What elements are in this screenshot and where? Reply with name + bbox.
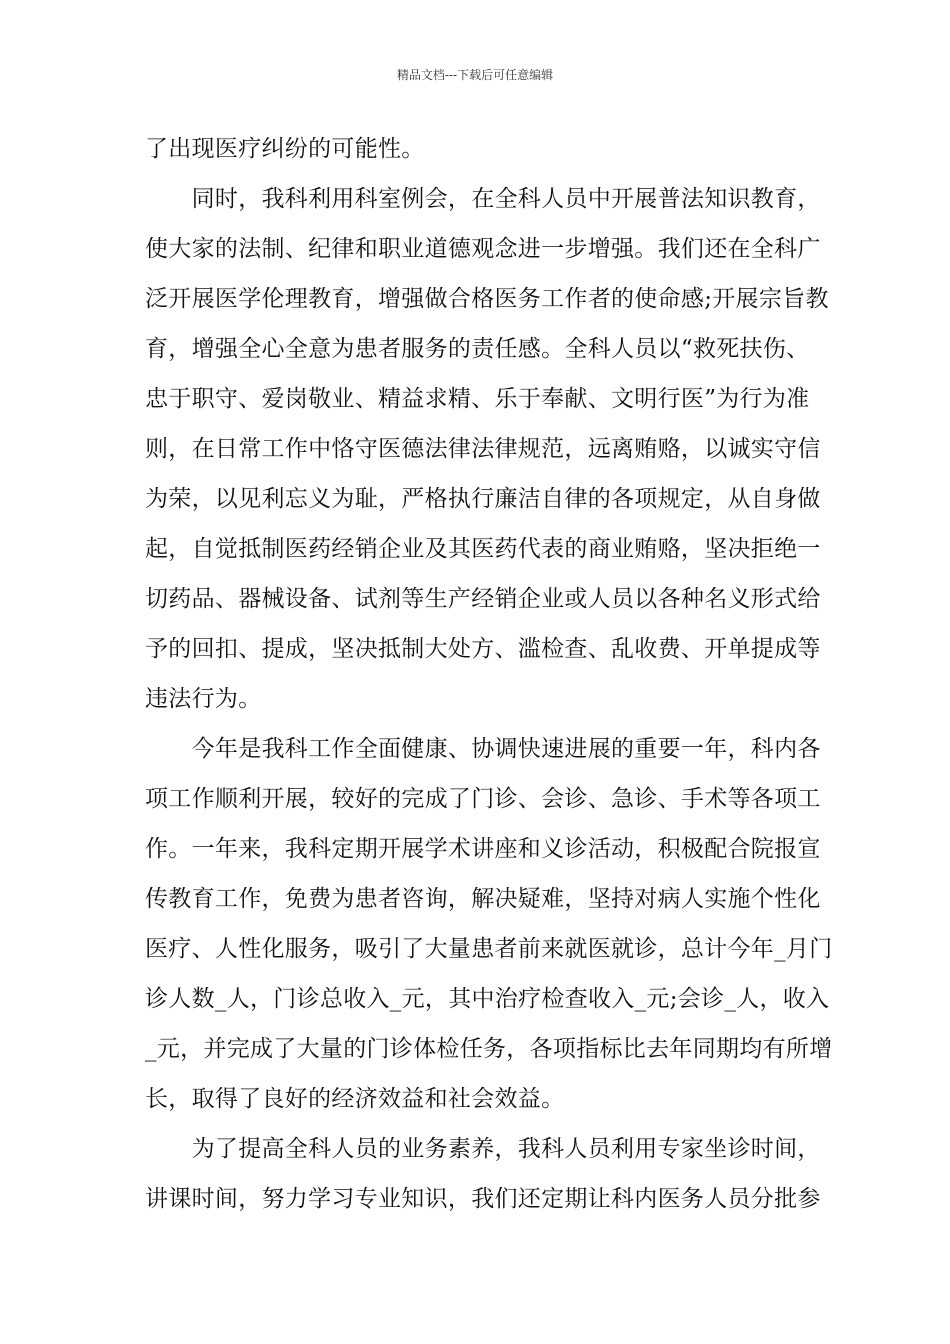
text-line: _元，并完成了大量的门诊体检任务，各项指标比去年同期均有所增 (145, 1036, 833, 1062)
document-body (145, 124, 833, 1224)
text-line: 予的回扣、提成，坚决抵制大处方、滥检查、乱收费、开单提成等 (145, 636, 821, 662)
text-line: 忠于职守、爱岗敬业、精益求精、乐于奉献、文明行医”为行为准 (145, 386, 810, 412)
text-line: 违法行为。 (145, 686, 262, 712)
text-line: 了出现医疗纠纷的可能性。 (145, 136, 425, 162)
page-header: 精品文档---下载后可任意编辑 (396, 68, 554, 82)
text-line: 医疗、人性化服务，吸引了大量患者前来就医就诊，总计今年_月门 (145, 936, 833, 962)
text-line: 作。一年来，我科定期开展学术讲座和义诊活动，积极配合院报宣 (145, 836, 821, 862)
text-line: 则，在日常工作中恪守医德法律法律规范，远离贿赂，以诚实守信 (145, 436, 821, 462)
text-line: 同时，我科利用科室例会，在全科人员中开展普法知识教育， (145, 186, 821, 212)
text-line: 为了提高全科人员的业务素养，我科人员利用专家坐诊时间， (145, 1136, 821, 1162)
text-line: 长，取得了良好的经济效益和社会效益。 (145, 1086, 565, 1112)
text-line: 为荣，以见利忘义为耻，严格执行廉洁自律的各项规定，从自身做 (145, 486, 821, 512)
text-line: 项工作顺利开展，较好的完成了门诊、会诊、急诊、手术等各项工 (145, 786, 821, 812)
text-line: 讲课时间，努力学习专业知识，我们还定期让科内医务人员分批参 (145, 1186, 821, 1212)
text-line: 育，增强全心全意为患者服务的责任感。全科人员以“救死扶伤、 (145, 336, 810, 362)
text-line: 泛开展医学伦理教育，增强做合格医务工作者的使命感;开展宗旨教 (145, 286, 829, 312)
text-line: 诊人数_人，门诊总收入_元，其中治疗检查收入_元;会诊_人，收入 (145, 986, 830, 1012)
text-line: 传教育工作，免费为患者咨询，解决疑难，坚持对病人实施个性化 (145, 886, 821, 912)
text-line: 切药品、器械设备、试剂等生产经销企业或人员以各种名义形式给 (145, 586, 821, 612)
text-line: 起，自觉抵制医药经销企业及其医药代表的商业贿赂，坚决拒绝一 (145, 536, 821, 562)
text-line: 今年是我科工作全面健康、协调快速进展的重要一年，科内各 (145, 736, 821, 762)
text-line: 使大家的法制、纪律和职业道德观念进一步增强。我们还在全科广 (145, 236, 821, 262)
